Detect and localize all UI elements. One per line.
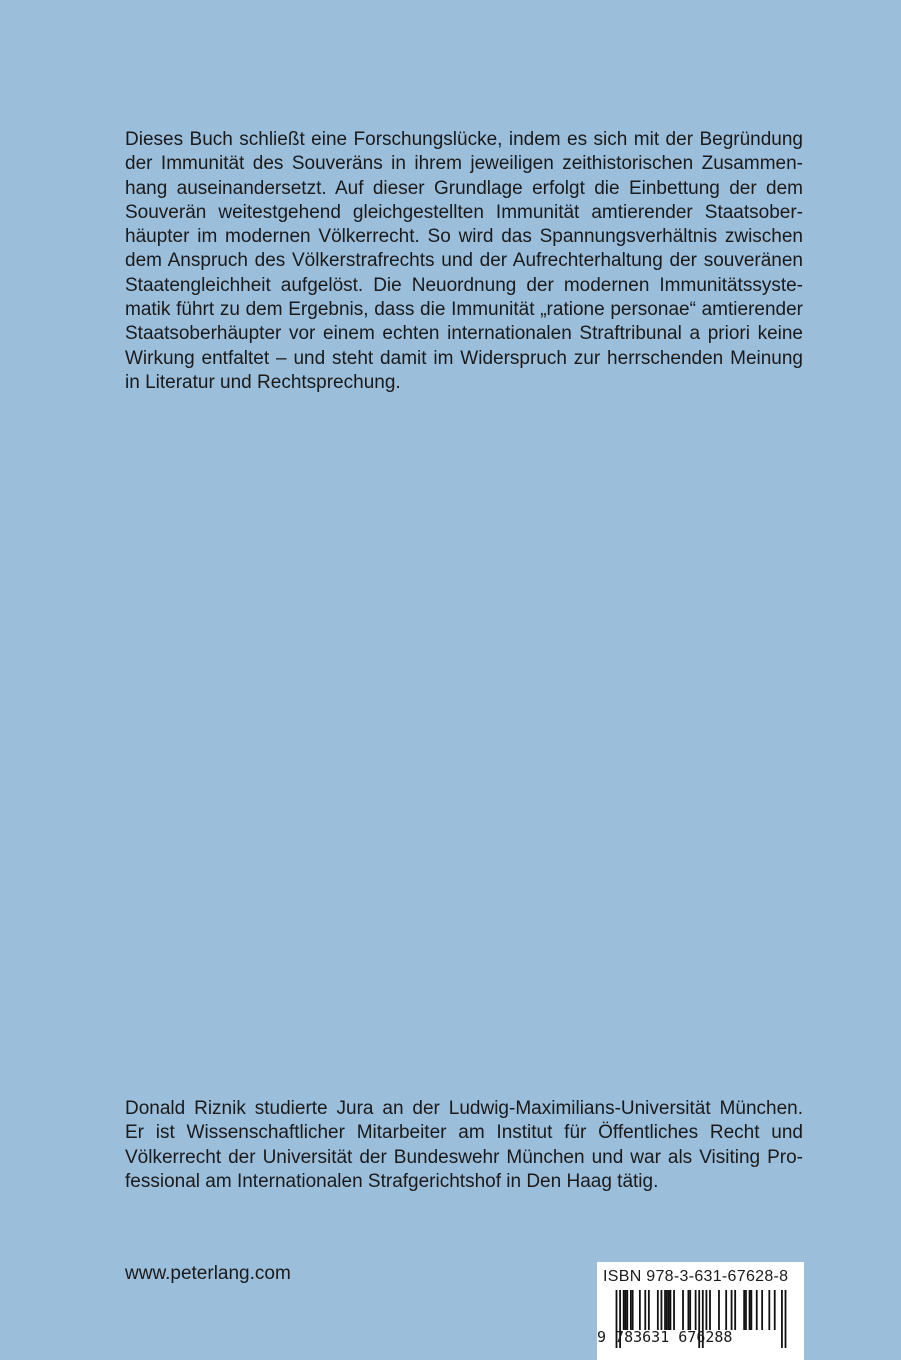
barcode-bar — [768, 1290, 770, 1330]
book-description — [125, 128, 803, 395]
barcode-bar — [630, 1290, 632, 1330]
barcode-bar — [626, 1290, 628, 1330]
barcode-bar — [689, 1290, 691, 1330]
description-line: Wirkung entfaltet – und steht damit im Widerspruch zur herrschenden Meinung — [125, 347, 803, 369]
barcode-bar — [666, 1290, 668, 1330]
barcode-bar — [625, 1290, 627, 1330]
barcode-bar — [668, 1290, 670, 1330]
description-line: in Literatur und Rechtsprechung. — [125, 371, 401, 393]
barcode-bar — [673, 1290, 675, 1330]
barcode-bar — [648, 1290, 650, 1330]
bio-line: Völkerrecht der Universität der Bundeswehr München und war als Visiting Pro- — [125, 1146, 803, 1168]
barcode-bar — [695, 1290, 697, 1330]
barcode-bar — [756, 1290, 758, 1330]
author-bio — [125, 1097, 803, 1194]
barcode-bar — [623, 1290, 625, 1330]
barcode-bar — [749, 1290, 751, 1330]
bio-line: Donald Riznik studierte Jura an der Ludwig-Maximilians-Universität München. — [125, 1098, 803, 1119]
description-line: häupter im modernen Völkerrecht. So wird das Spannungsverhältnis zwischen — [125, 226, 803, 248]
barcode-bar — [661, 1290, 663, 1330]
description-line: Souverän weitestgehend gleichgestellten Immunität amtierender Staatsober- — [125, 201, 803, 223]
publisher-url[interactable]: www.peterlang.com — [125, 1263, 291, 1284]
bio-line: Er ist Wissenschaftlicher Mitarbeiter am Institut für Öffentliches Recht und — [125, 1122, 803, 1144]
barcode-bar — [734, 1290, 736, 1330]
description-line: Dieses Buch schließt eine Forschungslücke, indem es sich mit der Begründung — [125, 129, 803, 150]
barcode-bar — [743, 1290, 745, 1330]
barcode-digits: 9 783631 676288 — [597, 1328, 733, 1346]
description-line: der Immunität des Souveräns in ihrem jeweiligen zeithistorischen Zusammen- — [125, 153, 803, 175]
description-line: Staatsoberhäupter vor einem echten internationalen Straftribunal a priori keine — [125, 323, 803, 345]
barcode-bar — [706, 1290, 708, 1330]
barcode-bar — [664, 1290, 666, 1330]
barcode-bar — [745, 1290, 747, 1330]
barcode-bar — [688, 1290, 690, 1330]
bio-line: fessional am Internationalen Strafgerichtshof in Den Haag tätig. — [125, 1170, 659, 1192]
description-line: matik führt zu dem Ergebnis, dass die Immunität „ratione personae“ amtierender — [125, 299, 803, 321]
barcode-bar — [709, 1290, 711, 1330]
barcode-bar — [644, 1290, 646, 1330]
barcode-bar — [632, 1290, 634, 1330]
description-line: dem Anspruch des Völkerstrafrechts und der Aufrechterhaltung der souveränen — [125, 250, 803, 272]
description-line: Staatengleichheit aufgelöst. Die Neuordnung der modernen Immunitätssyste- — [125, 274, 803, 296]
barcode-bar — [761, 1290, 763, 1330]
isbn-barcode-box — [597, 1262, 804, 1360]
barcode-bar — [718, 1290, 720, 1330]
barcode-bar — [670, 1290, 672, 1330]
barcode-bar — [750, 1290, 752, 1330]
isbn-label: ISBN 978-3-631-67628-8 — [603, 1268, 789, 1285]
barcode-bar — [657, 1290, 659, 1330]
barcode-bar — [682, 1290, 684, 1330]
barcode-bar — [731, 1290, 733, 1330]
description-line: hang auseinandersetzt. Auf dieser Grundlage erfolgt die Einbettung der dem — [125, 177, 803, 199]
barcode-bar — [774, 1290, 776, 1330]
barcode-bar — [639, 1290, 641, 1330]
barcode-bar — [725, 1290, 727, 1330]
